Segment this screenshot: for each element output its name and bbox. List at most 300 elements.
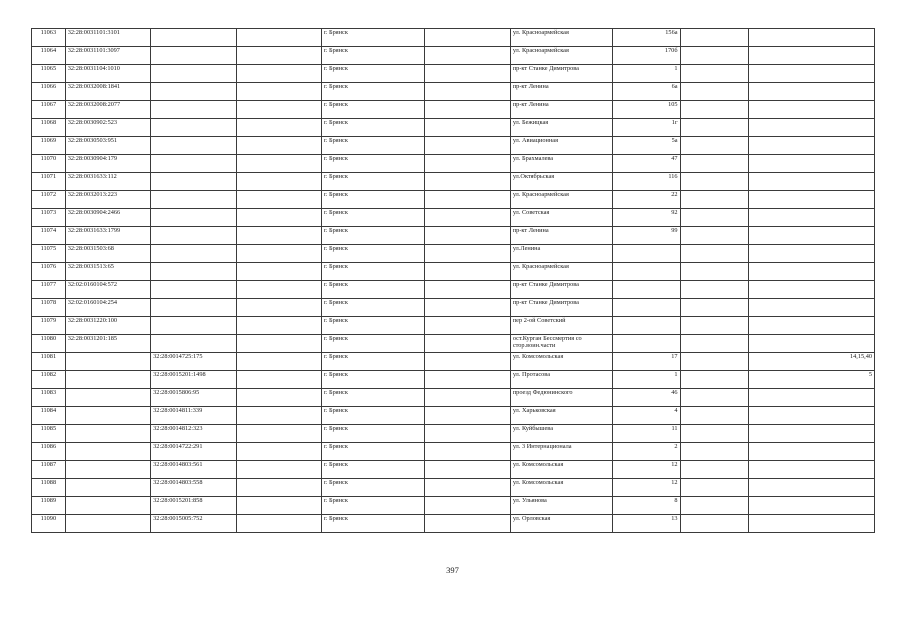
cell-cadastral-number-alt [151, 173, 236, 191]
cell-house-number [613, 299, 680, 317]
cell-note [749, 47, 875, 65]
cell-cadastral-number-alt [151, 65, 236, 83]
cell-street: ул. Комсомольская [510, 353, 612, 371]
cell-record-number: 11066 [32, 83, 66, 101]
cell-empty [680, 479, 749, 497]
cell-record-number: 11081 [32, 353, 66, 371]
cell-cadastral-number-alt: 32:28:0015201:1498 [151, 371, 236, 389]
cell-house-number [613, 281, 680, 299]
cell-street: пр-кт Ленина [510, 83, 612, 101]
cell-cadastral-number-alt: 32:28:0014803:561 [151, 461, 236, 479]
cell-cadastral-number-alt [151, 47, 236, 65]
cell-cadastral-number-alt [151, 335, 236, 353]
cell-cadastral-number: 32:28:0032008:2077 [65, 101, 150, 119]
cell-empty [680, 281, 749, 299]
table-row [32, 65, 875, 83]
cell-city: г. Брянск [321, 65, 424, 83]
cell-empty [236, 515, 321, 533]
cell-empty [680, 47, 749, 65]
table-row [32, 479, 875, 497]
cell-cadastral-number-alt [151, 245, 236, 263]
cell-house-number: 5а [613, 137, 680, 155]
cell-empty [425, 137, 510, 155]
cell-note: 5 [749, 371, 875, 389]
cell-city: г. Брянск [321, 317, 424, 335]
cell-record-number: 11071 [32, 173, 66, 191]
cell-empty [425, 263, 510, 281]
cell-empty [236, 281, 321, 299]
cell-cadastral-number-alt: 32:28:0014725:175 [151, 353, 236, 371]
cell-cadastral-number [65, 479, 150, 497]
cell-empty [680, 101, 749, 119]
cell-house-number: 12 [613, 461, 680, 479]
cell-record-number: 11090 [32, 515, 66, 533]
cell-cadastral-number-alt: 32:28:0015005:752 [151, 515, 236, 533]
cell-record-number: 11089 [32, 497, 66, 515]
cell-record-number: 11068 [32, 119, 66, 137]
cell-empty [236, 119, 321, 137]
cell-city: г. Брянск [321, 497, 424, 515]
cell-city: г. Брянск [321, 263, 424, 281]
cell-cadastral-number-alt [151, 119, 236, 137]
cell-cadastral-number: 32:28:0031513:65 [65, 263, 150, 281]
cell-empty [680, 191, 749, 209]
cell-house-number: 2 [613, 443, 680, 461]
cell-note [749, 137, 875, 155]
cell-empty [425, 389, 510, 407]
table-row [32, 155, 875, 173]
cell-empty [680, 317, 749, 335]
cell-empty [236, 479, 321, 497]
cell-empty [236, 101, 321, 119]
cell-house-number: 17 [613, 353, 680, 371]
cell-empty [680, 209, 749, 227]
table-row [32, 425, 875, 443]
cell-empty [680, 65, 749, 83]
cell-cadastral-number: 32:28:0032013:223 [65, 191, 150, 209]
cell-empty [236, 353, 321, 371]
cell-city: г. Брянск [321, 83, 424, 101]
cell-cadastral-number: 32:28:0030904:2466 [65, 209, 150, 227]
table-row [32, 281, 875, 299]
cell-cadastral-number-alt [151, 155, 236, 173]
cell-street: ул. Комсомольская [510, 461, 612, 479]
table-row [32, 47, 875, 65]
cell-cadastral-number [65, 443, 150, 461]
table-row [32, 515, 875, 533]
cell-record-number: 11067 [32, 101, 66, 119]
cell-street: проезд Федюнинского [510, 389, 612, 407]
cell-street: ул.Ленина [510, 245, 612, 263]
cell-empty [236, 443, 321, 461]
cell-house-number: 1 [613, 65, 680, 83]
cell-street: ул. Красноармейская [510, 191, 612, 209]
cell-cadastral-number: 32:28:0031220:100 [65, 317, 150, 335]
table-row [32, 407, 875, 425]
cell-empty [680, 245, 749, 263]
cell-street: ул. Авиационная [510, 137, 612, 155]
cell-empty [236, 245, 321, 263]
cell-city: г. Брянск [321, 101, 424, 119]
cell-empty [236, 389, 321, 407]
cell-note [749, 119, 875, 137]
cell-street: ул. Красноармейская [510, 47, 612, 65]
table-row [32, 335, 875, 353]
table-row [32, 299, 875, 317]
cell-house-number [613, 263, 680, 281]
cell-empty [680, 371, 749, 389]
cell-record-number: 11076 [32, 263, 66, 281]
cell-cadastral-number [65, 371, 150, 389]
cell-empty [425, 209, 510, 227]
cell-cadastral-number-alt [151, 281, 236, 299]
cell-empty [680, 155, 749, 173]
cell-street: пр-кт Станке Димитрова [510, 299, 612, 317]
cell-empty [236, 497, 321, 515]
cell-street: ул. Советская [510, 209, 612, 227]
cell-cadastral-number: 32:28:0031104:1010 [65, 65, 150, 83]
cell-empty [236, 29, 321, 47]
cell-empty [425, 119, 510, 137]
cell-city: г. Брянск [321, 191, 424, 209]
cell-street: пр-кт Станке Димитрова [510, 65, 612, 83]
cell-cadastral-number [65, 425, 150, 443]
table-row [32, 443, 875, 461]
cell-record-number: 11077 [32, 281, 66, 299]
cell-street: ул. Протасова [510, 371, 612, 389]
cell-house-number: 1г [613, 119, 680, 137]
cell-record-number: 11087 [32, 461, 66, 479]
cell-street: ул. Ульянова [510, 497, 612, 515]
cell-street: ул. Красноармейская [510, 29, 612, 47]
cell-city: г. Брянск [321, 47, 424, 65]
cell-house-number: 46 [613, 389, 680, 407]
cell-empty [236, 407, 321, 425]
cell-empty [680, 461, 749, 479]
cell-empty [236, 155, 321, 173]
cell-empty [425, 245, 510, 263]
cell-record-number: 11063 [32, 29, 66, 47]
cell-house-number: 105 [613, 101, 680, 119]
cell-street: ул. Орловская [510, 515, 612, 533]
cell-empty [425, 515, 510, 533]
cell-empty [236, 47, 321, 65]
cell-note [749, 245, 875, 263]
cell-empty [425, 281, 510, 299]
cell-cadastral-number-alt: 32:28:0014812:323 [151, 425, 236, 443]
cell-record-number: 11080 [32, 335, 66, 353]
cell-note [749, 173, 875, 191]
cell-cadastral-number: 32:02:0160104:572 [65, 281, 150, 299]
cell-city: г. Брянск [321, 155, 424, 173]
cell-empty [236, 65, 321, 83]
cell-empty [680, 497, 749, 515]
cell-note [749, 263, 875, 281]
cell-note: 14,15,40 [749, 353, 875, 371]
cell-empty [236, 191, 321, 209]
cell-note [749, 101, 875, 119]
cell-cadastral-number: 32:28:0030902:523 [65, 119, 150, 137]
register-table [31, 28, 875, 533]
cell-street: ул. Красноармейская [510, 263, 612, 281]
cell-empty [680, 389, 749, 407]
cell-street: пр-кт Ленина [510, 227, 612, 245]
cell-note [749, 317, 875, 335]
cell-house-number: 47 [613, 155, 680, 173]
cell-empty [680, 335, 749, 353]
cell-note [749, 83, 875, 101]
cell-city: г. Брянск [321, 461, 424, 479]
cell-cadastral-number-alt [151, 29, 236, 47]
cell-cadastral-number: 32:02:0160104:254 [65, 299, 150, 317]
cell-city: г. Брянск [321, 29, 424, 47]
cell-empty [425, 371, 510, 389]
cell-house-number: 11 [613, 425, 680, 443]
table-row [32, 497, 875, 515]
cell-city: г. Брянск [321, 515, 424, 533]
cell-record-number: 11072 [32, 191, 66, 209]
cell-empty [425, 101, 510, 119]
cell-cadastral-number-alt: 32:28:0015806:95 [151, 389, 236, 407]
cell-empty [236, 227, 321, 245]
cell-empty [425, 65, 510, 83]
cell-empty [680, 137, 749, 155]
cell-house-number: 22 [613, 191, 680, 209]
cell-city: г. Брянск [321, 407, 424, 425]
cell-note [749, 281, 875, 299]
cell-empty [680, 299, 749, 317]
cell-empty [236, 83, 321, 101]
cell-record-number: 11083 [32, 389, 66, 407]
cell-house-number: 116 [613, 173, 680, 191]
cell-note [749, 227, 875, 245]
page-number: 397 [446, 565, 459, 575]
cell-house-number: 1 [613, 371, 680, 389]
cell-record-number: 11078 [32, 299, 66, 317]
cell-empty [425, 353, 510, 371]
cell-note [749, 407, 875, 425]
cell-house-number: 156а [613, 29, 680, 47]
cell-cadastral-number-alt [151, 299, 236, 317]
cell-street: пр-кт Станке Димитрова [510, 281, 612, 299]
cell-empty [236, 425, 321, 443]
cell-house-number: 92 [613, 209, 680, 227]
cell-empty [425, 173, 510, 191]
cell-empty [425, 443, 510, 461]
cell-cadastral-number-alt [151, 317, 236, 335]
cell-house-number: 8 [613, 497, 680, 515]
cell-empty [236, 299, 321, 317]
cell-cadastral-number [65, 353, 150, 371]
cell-house-number: 13 [613, 515, 680, 533]
table-row [32, 389, 875, 407]
cell-note [749, 65, 875, 83]
cell-empty [680, 263, 749, 281]
cell-street: пер 2-ой Советский [510, 317, 612, 335]
cell-city: г. Брянск [321, 299, 424, 317]
cell-note [749, 299, 875, 317]
cell-empty [680, 227, 749, 245]
cell-house-number: 170б [613, 47, 680, 65]
cell-cadastral-number: 32:28:0031633:1799 [65, 227, 150, 245]
cell-note [749, 389, 875, 407]
cell-empty [680, 443, 749, 461]
cell-street: ул. Бежицкая [510, 119, 612, 137]
table-row [32, 371, 875, 389]
cell-street: ул. Куйбышева [510, 425, 612, 443]
cell-house-number: 6а [613, 83, 680, 101]
table-row [32, 209, 875, 227]
cell-empty [236, 317, 321, 335]
cell-record-number: 11075 [32, 245, 66, 263]
cell-house-number: 4 [613, 407, 680, 425]
cell-empty [236, 137, 321, 155]
table-row [32, 119, 875, 137]
cell-record-number: 11085 [32, 425, 66, 443]
table-row [32, 245, 875, 263]
cell-street: ул.Октябрьская [510, 173, 612, 191]
cell-cadastral-number: 32:28:0030503:951 [65, 137, 150, 155]
cell-note [749, 155, 875, 173]
cell-city: г. Брянск [321, 119, 424, 137]
cell-house-number: 12 [613, 479, 680, 497]
cell-cadastral-number-alt [151, 101, 236, 119]
cell-record-number: 11074 [32, 227, 66, 245]
table-row [32, 101, 875, 119]
cell-street: пр-кт Ленина [510, 101, 612, 119]
cell-cadastral-number-alt [151, 209, 236, 227]
cell-cadastral-number-alt [151, 191, 236, 209]
cell-empty [425, 299, 510, 317]
cell-empty [680, 353, 749, 371]
cell-city: г. Брянск [321, 371, 424, 389]
cell-street: ул. 3 Интернационала [510, 443, 612, 461]
cell-cadastral-number [65, 515, 150, 533]
cell-record-number: 11073 [32, 209, 66, 227]
cell-empty [236, 371, 321, 389]
cell-record-number: 11084 [32, 407, 66, 425]
table-row [32, 83, 875, 101]
cell-note [749, 191, 875, 209]
cell-street: ул. Харьковская [510, 407, 612, 425]
cell-cadastral-number [65, 497, 150, 515]
cell-empty [425, 317, 510, 335]
cell-city: г. Брянск [321, 227, 424, 245]
cell-empty [680, 173, 749, 191]
cell-cadastral-number-alt [151, 137, 236, 155]
cell-empty [680, 515, 749, 533]
cell-empty [425, 335, 510, 353]
cell-city: г. Брянск [321, 173, 424, 191]
cell-empty [680, 29, 749, 47]
cell-record-number: 11082 [32, 371, 66, 389]
cell-note [749, 29, 875, 47]
register-body [32, 29, 875, 533]
cell-cadastral-number [65, 461, 150, 479]
cell-record-number: 11079 [32, 317, 66, 335]
cell-note [749, 335, 875, 353]
cell-city: г. Брянск [321, 245, 424, 263]
cell-empty [425, 155, 510, 173]
cell-empty [425, 191, 510, 209]
cell-empty [425, 407, 510, 425]
cell-cadastral-number-alt: 32:28:0014803:558 [151, 479, 236, 497]
cell-cadastral-number-alt [151, 227, 236, 245]
cell-street: ул. Комсомольская [510, 479, 612, 497]
cell-empty [680, 425, 749, 443]
table-row [32, 137, 875, 155]
cell-city: г. Брянск [321, 389, 424, 407]
cell-empty [680, 83, 749, 101]
cell-city: г. Брянск [321, 353, 424, 371]
cell-empty [425, 461, 510, 479]
cell-note [749, 209, 875, 227]
table-row [32, 353, 875, 371]
cell-note [749, 443, 875, 461]
cell-cadastral-number-alt [151, 83, 236, 101]
cell-cadastral-number: 32:28:0030904:179 [65, 155, 150, 173]
table-row [32, 317, 875, 335]
cell-cadastral-number [65, 407, 150, 425]
cell-record-number: 11086 [32, 443, 66, 461]
cell-street: ост.Курган Бессмертия со стор.воин.части [510, 335, 612, 353]
cell-note [749, 515, 875, 533]
cell-cadastral-number [65, 389, 150, 407]
cell-cadastral-number: 32:28:0031633:112 [65, 173, 150, 191]
cell-record-number: 11069 [32, 137, 66, 155]
table-row [32, 191, 875, 209]
cell-empty [425, 425, 510, 443]
cell-cadastral-number-alt: 32:28:0015201:858 [151, 497, 236, 515]
cell-note [749, 461, 875, 479]
cell-empty [680, 119, 749, 137]
cell-house-number [613, 335, 680, 353]
cell-city: г. Брянск [321, 425, 424, 443]
cell-house-number [613, 245, 680, 263]
cell-house-number: 99 [613, 227, 680, 245]
cell-city: г. Брянск [321, 137, 424, 155]
table-row [32, 29, 875, 47]
table-row [32, 173, 875, 191]
cell-note [749, 479, 875, 497]
cell-city: г. Брянск [321, 209, 424, 227]
cell-cadastral-number: 32:28:0031101:3097 [65, 47, 150, 65]
cell-cadastral-number: 32:28:0032008:1841 [65, 83, 150, 101]
cell-empty [236, 335, 321, 353]
table-row [32, 227, 875, 245]
cell-record-number: 11088 [32, 479, 66, 497]
cell-empty [236, 173, 321, 191]
cell-empty [236, 263, 321, 281]
cell-house-number [613, 317, 680, 335]
table-row [32, 461, 875, 479]
cell-cadastral-number: 32:28:0031503:68 [65, 245, 150, 263]
cell-cadastral-number-alt: 32:28:0014811:339 [151, 407, 236, 425]
cell-note [749, 497, 875, 515]
cell-note [749, 425, 875, 443]
cell-empty [425, 83, 510, 101]
cell-record-number: 11064 [32, 47, 66, 65]
cell-empty [680, 407, 749, 425]
cell-empty [425, 29, 510, 47]
cell-record-number: 11065 [32, 65, 66, 83]
table-row [32, 263, 875, 281]
cell-empty [425, 479, 510, 497]
cell-empty [236, 461, 321, 479]
cell-city: г. Брянск [321, 281, 424, 299]
cell-cadastral-number: 32:28:0031101:3101 [65, 29, 150, 47]
cell-empty [425, 47, 510, 65]
